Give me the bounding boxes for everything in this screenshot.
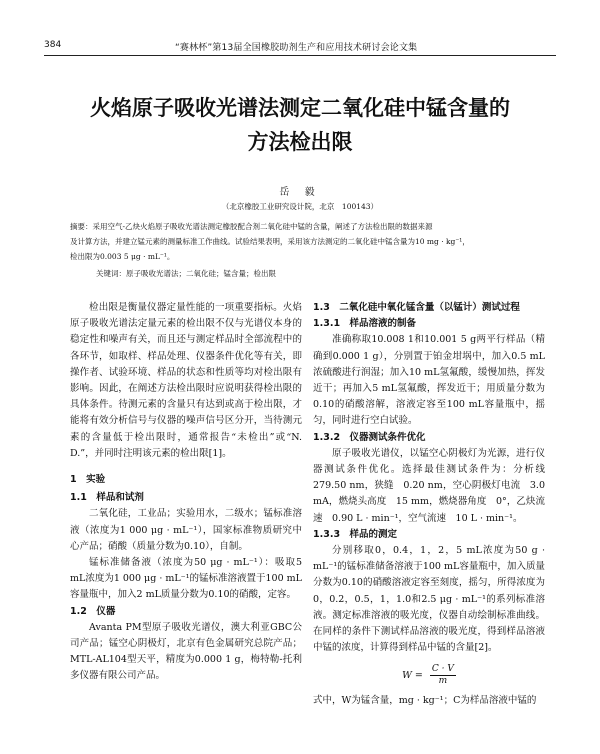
page-number: 384 — [44, 40, 62, 50]
paragraph: Avanta PM型原子吸收光谱仪，澳大利亚GBC公司产品；锰空心阴极灯，北京有色金属研究总院产品；MTL-AL104型天平，精度为0.000 1 g，梅特勒-托利多仪器有限公司产品。 — [70, 621, 302, 682]
subsubsection-heading: 1.3.2 仪器测试条件优化 — [313, 431, 426, 443]
author: 岳 毅 — [279, 187, 321, 198]
subsection-heading: 1.2 仪器 — [70, 605, 116, 617]
formula-lhs: W = — [402, 670, 423, 682]
right-column — [313, 300, 555, 710]
formula-fraction — [430, 664, 456, 687]
formula-denominator: m — [438, 676, 448, 687]
abstract-line: 摘要：采用空气-乙炔火焰原子吸收光谱法测定橡胶配合剂二氧化硅中锰的含量，阐述了方法检出限的数据来源 — [70, 222, 433, 231]
subsection-heading: 1.1 样品和试剂 — [70, 492, 144, 504]
keywords: 关键词：原子吸收光谱法；二氧化硅；锰含量；检出限 — [96, 269, 276, 278]
subsection-heading: 1.3 二氧化硅中氧化锰含量（以锰计）测试过程 — [313, 302, 520, 313]
abstract — [70, 220, 530, 265]
left-column — [70, 300, 302, 685]
paragraph: 分别移取0，0.4，1，2，5 mL浓度为50 g · mL⁻¹的锰标准储备溶液于100 mL容量瓶中，加入质量分数为0.10的硝酸溶液定容至刻度，摇匀，所得浓度为0，0.2，0.5，1，1.0和2.5 μg · mL⁻¹的系列标准溶液。测定标准溶液的吸光度，仪器自动绘制标准曲线。在同样的条件下测试样品溶液的吸光度，得到样品溶液中锰的浓度，计算得到样品中锰的含量[2]。 — [313, 545, 545, 654]
subsubsection-heading: 1.3.3 样品的测定 — [313, 528, 398, 540]
subsubsection-heading: 1.3.1 样品溶液的制备 — [313, 318, 417, 330]
paper-title-line1: 火焰原子吸收光谱法测定二氧化硅中锰含量的 — [90, 96, 510, 120]
section-heading: 1 实验 — [70, 474, 106, 486]
intro-paragraph: 检出限是衡量仪器定量性能的一项重要指标。火焰原子吸收光谱法定量元素的检出限不仅与光谱仪本身的稳定性和噪声有关，而且还与测定样品时全部流程中的各环节，如取样、样品处理、仪器条件优化等有关，即操作者、试验环境、样品的状态和性质等均对检出限有影响。因此，在阐述方法检出限时应说明获得检出限的具体条件。待测元素的含量只有达到或高于检出限，才能将有效分析信号与仪器的噪声信号区分开，当待测元素的含量低于检出限时，通常报告“未检出”或“N. D.”，并同时注明该元素的检出限[1]。 — [70, 302, 302, 459]
abstract-line: 及计算方法，并建立锰元素的测量标准工作曲线。试验结果表明，采用该方法测定的二氧化硅中锰含量为10 mg · kg⁻¹， — [70, 237, 470, 246]
abstract-line: 检出限为0.003 5 μg · mL⁻¹。 — [70, 252, 175, 261]
affiliation: （北京橡胶工业研究设计院，北京 100143） — [221, 202, 379, 211]
paragraph: 锰标准储备液（浓度为50 μg · mL⁻¹）：吸取5 mL浓度为1 000 μg · mL⁻¹的锰标准溶液置于100 mL容量瓶中，加入2 mL质量分数为0.10的硝酸，定容。 — [70, 557, 302, 601]
formula-note: 式中，W为锰含量，mg · kg⁻¹；C为样品溶液中锰的 — [313, 695, 537, 707]
running-title: “赛林杯”第13届全国橡胶助剂生产和应用技术研讨会论文集 — [175, 43, 418, 53]
header-rule — [44, 55, 556, 56]
paragraph: 原子吸收光谱仪，以锰空心阴极灯为光源，进行仪器测试条件优化。选择最佳测试条件为：分析线 279.50 nm，狭缝 0.20 nm，空心阴极灯电流 3.0 mA，燃烧头高度 15 mm，燃烧器角度 0°，乙炔流速 0.90 L · min⁻¹，空气流速 10 L · min⁻¹。 — [313, 447, 555, 524]
formula — [313, 664, 545, 687]
paper-title-line2: 方法检出限 — [247, 130, 353, 154]
paragraph: 准确称取10.008 1和10.001 5 g两平行样品（精确到0.000 1 g），分别置于铂金坩埚中，加入0.5 mL浓硫酸进行润湿；加入10 mL氢氟酸，缓慢加热，挥发近干；再加入5 mL氢氟酸，挥发近干；用质量分数为0.10的硝酸溶解，溶液定容至100 mL容量瓶中，摇匀，同时进行空白试验。 — [313, 334, 545, 427]
formula-numerator: C · V — [431, 664, 454, 675]
paragraph: 二氧化硅，工业品；实验用水，二级水；锰标准溶液（浓度为1 000 μg · mL⁻¹），国家标准物质研究中心产品；硝酸（质量分数为0.10），自制。 — [70, 508, 302, 552]
